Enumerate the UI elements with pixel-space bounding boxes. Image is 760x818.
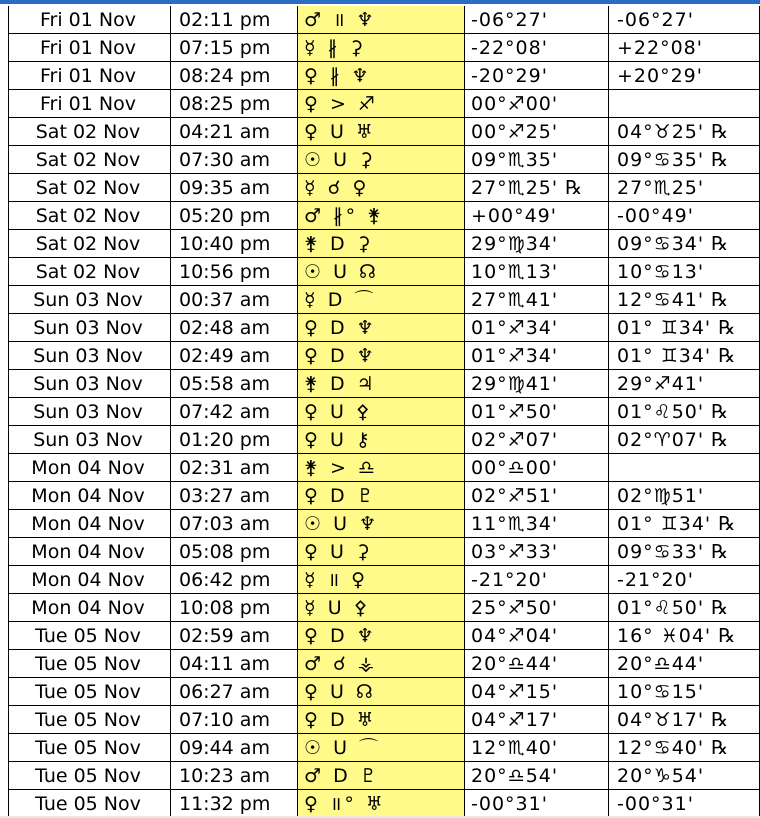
aspect-cell: ♀ D ♇ xyxy=(297,482,464,510)
date-cell: Sat 02 Nov xyxy=(8,202,170,230)
position-a-cell: 29°♍41' xyxy=(464,370,608,398)
aspect-cell: ☉ U ♆ xyxy=(297,510,464,538)
position-b-cell: 09°♋34' ℞ xyxy=(608,230,760,258)
position-b-cell: 01° ♊34' ℞ xyxy=(608,510,760,538)
position-a-cell: 12°♏40' xyxy=(464,734,608,762)
aspect-cell: ⚵ D ♃ xyxy=(297,370,464,398)
time-cell: 08:25 pm xyxy=(170,90,297,118)
time-cell: 10:56 pm xyxy=(170,258,297,286)
table-row[interactable] xyxy=(8,398,760,426)
aspect-cell: ♂ ☌ ⚶ xyxy=(297,650,464,678)
aspect-cell: ☿ D ⌒ xyxy=(297,286,464,314)
position-b-cell: -00°31' xyxy=(608,790,760,818)
date-cell: Tue 05 Nov xyxy=(8,650,170,678)
position-b-cell: 09°♋35' ℞ xyxy=(608,146,760,174)
position-a-cell: -00°31' xyxy=(464,790,608,818)
date-cell: Tue 05 Nov xyxy=(8,706,170,734)
table-row[interactable] xyxy=(8,202,760,230)
table-row[interactable] xyxy=(8,34,760,62)
time-cell: 09:44 am xyxy=(170,734,297,762)
position-a-cell: 00°♐00' xyxy=(464,90,608,118)
aspect-cell: ☿ U ⚴ xyxy=(297,594,464,622)
position-b-cell: +22°08' xyxy=(608,34,760,62)
table-row[interactable] xyxy=(8,146,760,174)
position-b-cell: 29°♐41' xyxy=(608,370,760,398)
time-cell: 02:49 am xyxy=(170,342,297,370)
position-a-cell: -06°27' xyxy=(464,6,608,34)
date-cell: Sun 03 Nov xyxy=(8,342,170,370)
time-cell: 08:24 pm xyxy=(170,62,297,90)
position-a-cell: 04°♐17' xyxy=(464,706,608,734)
date-cell: Sat 02 Nov xyxy=(8,258,170,286)
time-cell: 04:21 am xyxy=(170,118,297,146)
time-cell: 02:59 am xyxy=(170,622,297,650)
position-a-cell: 04°♐15' xyxy=(464,678,608,706)
aspect-cell: ♀ U ⚷ xyxy=(297,426,464,454)
aspect-cell: ♀ U ⚴ xyxy=(297,398,464,426)
aspect-cell: ☿ ∦ ⚳ xyxy=(297,34,464,62)
table-row[interactable] xyxy=(8,174,760,202)
time-cell: 06:27 am xyxy=(170,678,297,706)
aspect-cell: ♂ ॥ ♆ xyxy=(297,6,464,34)
time-cell: 02:31 am xyxy=(170,454,297,482)
aspect-cell: ♀ D ♆ xyxy=(297,314,464,342)
time-cell: 07:03 am xyxy=(170,510,297,538)
aspect-cell: ♀ D ♆ xyxy=(297,342,464,370)
position-a-cell: 01°♐34' xyxy=(464,342,608,370)
position-a-cell: +00°49' xyxy=(464,202,608,230)
table-row[interactable] xyxy=(8,594,760,622)
position-b-cell: 01° ♊34' ℞ xyxy=(608,342,760,370)
position-a-cell: -20°29' xyxy=(464,62,608,90)
aspect-cell: ♀ U ♅ xyxy=(297,118,464,146)
position-a-cell: 00°♎00' xyxy=(464,454,608,482)
aspect-cell: ♀ D ♆ xyxy=(297,622,464,650)
date-cell: Mon 04 Nov xyxy=(8,510,170,538)
position-a-cell: 02°♐07' xyxy=(464,426,608,454)
position-a-cell: 20°♎54' xyxy=(464,762,608,790)
position-a-cell: 29°♍34' xyxy=(464,230,608,258)
position-a-cell: 01°♐34' xyxy=(464,314,608,342)
position-b-cell: 20°♎44' xyxy=(608,650,760,678)
table-row[interactable] xyxy=(8,622,760,650)
table-row[interactable] xyxy=(8,678,760,706)
time-cell: 11:32 pm xyxy=(170,790,297,818)
position-a-cell: 09°♏35' xyxy=(464,146,608,174)
date-cell: Tue 05 Nov xyxy=(8,762,170,790)
position-b-cell xyxy=(608,454,760,482)
time-cell: 02:48 am xyxy=(170,314,297,342)
position-a-cell: 11°♏34' xyxy=(464,510,608,538)
position-b-cell: 01°♌50' ℞ xyxy=(608,594,760,622)
date-cell: Fri 01 Nov xyxy=(8,34,170,62)
position-a-cell: 10°♏13' xyxy=(464,258,608,286)
aspect-cell: ♀ ॥° ♅ xyxy=(297,790,464,818)
date-cell: Tue 05 Nov xyxy=(8,622,170,650)
position-b-cell: -00°49' xyxy=(608,202,760,230)
position-b-cell: 02°♈07' ℞ xyxy=(608,426,760,454)
date-cell: Tue 05 Nov xyxy=(8,678,170,706)
position-b-cell: 12°♋40' ℞ xyxy=(608,734,760,762)
date-cell: Sun 03 Nov xyxy=(8,314,170,342)
date-cell: Sat 02 Nov xyxy=(8,230,170,258)
table-row[interactable] xyxy=(8,258,760,286)
time-cell: 06:42 pm xyxy=(170,566,297,594)
aspect-events-table xyxy=(8,6,760,818)
position-b-cell: 12°♋41' ℞ xyxy=(608,286,760,314)
date-cell: Tue 05 Nov xyxy=(8,790,170,818)
aspect-cell: ⚵ D ⚳ xyxy=(297,230,464,258)
aspect-cell: ⚵ > ♎ xyxy=(297,454,464,482)
time-cell: 05:58 am xyxy=(170,370,297,398)
table-row[interactable] xyxy=(8,706,760,734)
date-cell: Tue 05 Nov xyxy=(8,734,170,762)
date-cell: Mon 04 Nov xyxy=(8,594,170,622)
table-row[interactable] xyxy=(8,510,760,538)
time-cell: 09:35 am xyxy=(170,174,297,202)
date-cell: Fri 01 Nov xyxy=(8,6,170,34)
table-row[interactable] xyxy=(8,6,760,34)
position-b-cell: -06°27' xyxy=(608,6,760,34)
position-b-cell: 20°♑54' xyxy=(608,762,760,790)
time-cell: 03:27 am xyxy=(170,482,297,510)
time-cell: 07:10 am xyxy=(170,706,297,734)
table-row[interactable] xyxy=(8,118,760,146)
table-row[interactable] xyxy=(8,482,760,510)
table-row[interactable] xyxy=(8,538,760,566)
position-b-cell: 27°♏25' xyxy=(608,174,760,202)
date-cell: Sat 02 Nov xyxy=(8,146,170,174)
date-cell: Sun 03 Nov xyxy=(8,426,170,454)
aspect-cell: ♀ U ☊ xyxy=(297,678,464,706)
date-cell: Fri 01 Nov xyxy=(8,62,170,90)
time-cell: 01:20 pm xyxy=(170,426,297,454)
table-row[interactable] xyxy=(8,342,760,370)
date-cell: Sun 03 Nov xyxy=(8,398,170,426)
position-a-cell: 02°♐51' xyxy=(464,482,608,510)
date-cell: Sat 02 Nov xyxy=(8,118,170,146)
position-b-cell: 02°♍51' xyxy=(608,482,760,510)
aspect-cell: ☉ U ⌒ xyxy=(297,734,464,762)
header-edge xyxy=(0,0,760,4)
aspect-cell: ♂ D ♇ xyxy=(297,762,464,790)
table-row[interactable] xyxy=(8,790,760,818)
time-cell: 00:37 am xyxy=(170,286,297,314)
position-b-cell: 01°♌50' ℞ xyxy=(608,398,760,426)
position-a-cell: 20°♎44' xyxy=(464,650,608,678)
table-row[interactable] xyxy=(8,454,760,482)
table-row[interactable] xyxy=(8,90,760,118)
table-row[interactable] xyxy=(8,230,760,258)
date-cell: Mon 04 Nov xyxy=(8,566,170,594)
table-row[interactable] xyxy=(8,734,760,762)
date-cell: Sat 02 Nov xyxy=(8,174,170,202)
position-b-cell: +20°29' xyxy=(608,62,760,90)
date-cell: Mon 04 Nov xyxy=(8,538,170,566)
time-cell: 07:42 am xyxy=(170,398,297,426)
table-row[interactable] xyxy=(8,762,760,790)
position-b-cell: 10°♋15' xyxy=(608,678,760,706)
position-a-cell: 00°♐25' xyxy=(464,118,608,146)
date-cell: Mon 04 Nov xyxy=(8,454,170,482)
position-a-cell: 04°♐04' xyxy=(464,622,608,650)
time-cell: 07:30 am xyxy=(170,146,297,174)
position-b-cell: 10°♋13' xyxy=(608,258,760,286)
aspect-cell: ♀ ∦ ♆ xyxy=(297,62,464,90)
table-row[interactable] xyxy=(8,370,760,398)
time-cell: 10:40 pm xyxy=(170,230,297,258)
position-b-cell xyxy=(608,90,760,118)
time-cell: 05:20 pm xyxy=(170,202,297,230)
date-cell: Fri 01 Nov xyxy=(8,90,170,118)
position-b-cell: 04°♉25' ℞ xyxy=(608,118,760,146)
aspect-cell: ♀ D ♅ xyxy=(297,706,464,734)
time-cell: 07:15 pm xyxy=(170,34,297,62)
position-b-cell: 04°♉17' ℞ xyxy=(608,706,760,734)
table-row[interactable] xyxy=(8,286,760,314)
position-b-cell: 01° ♊34' ℞ xyxy=(608,314,760,342)
time-cell: 10:08 pm xyxy=(170,594,297,622)
position-b-cell: 16° ♓04' ℞ xyxy=(608,622,760,650)
time-cell: 05:08 pm xyxy=(170,538,297,566)
time-cell: 04:11 am xyxy=(170,650,297,678)
position-a-cell: 27°♏25' ℞ xyxy=(464,174,608,202)
aspect-cell: ☉ U ⚳ xyxy=(297,146,464,174)
aspect-cell: ♀ > ♐ xyxy=(297,90,464,118)
date-cell: Sun 03 Nov xyxy=(8,286,170,314)
aspect-cell: ♂ ∦° ⚵ xyxy=(297,202,464,230)
table-row[interactable] xyxy=(8,566,760,594)
table-row[interactable] xyxy=(8,650,760,678)
position-b-cell: -21°20' xyxy=(608,566,760,594)
position-a-cell: 03°♐33' xyxy=(464,538,608,566)
aspect-cell: ♀ U ⚳ xyxy=(297,538,464,566)
position-a-cell: 25°♐50' xyxy=(464,594,608,622)
position-a-cell: 27°♏41' xyxy=(464,286,608,314)
time-cell: 10:23 am xyxy=(170,762,297,790)
aspect-cell: ☿ ॥ ♀ xyxy=(297,566,464,594)
position-a-cell: 01°♐50' xyxy=(464,398,608,426)
date-cell: Mon 04 Nov xyxy=(8,482,170,510)
aspect-cell: ☿ ☌ ♀ xyxy=(297,174,464,202)
time-cell: 02:11 pm xyxy=(170,6,297,34)
position-a-cell: -21°20' xyxy=(464,566,608,594)
table-row[interactable] xyxy=(8,314,760,342)
position-a-cell: -22°08' xyxy=(464,34,608,62)
position-b-cell: 09°♋33' ℞ xyxy=(608,538,760,566)
table-row[interactable] xyxy=(8,62,760,90)
table-row[interactable] xyxy=(8,426,760,454)
aspect-cell: ☉ U ☊ xyxy=(297,258,464,286)
date-cell: Sun 03 Nov xyxy=(8,370,170,398)
